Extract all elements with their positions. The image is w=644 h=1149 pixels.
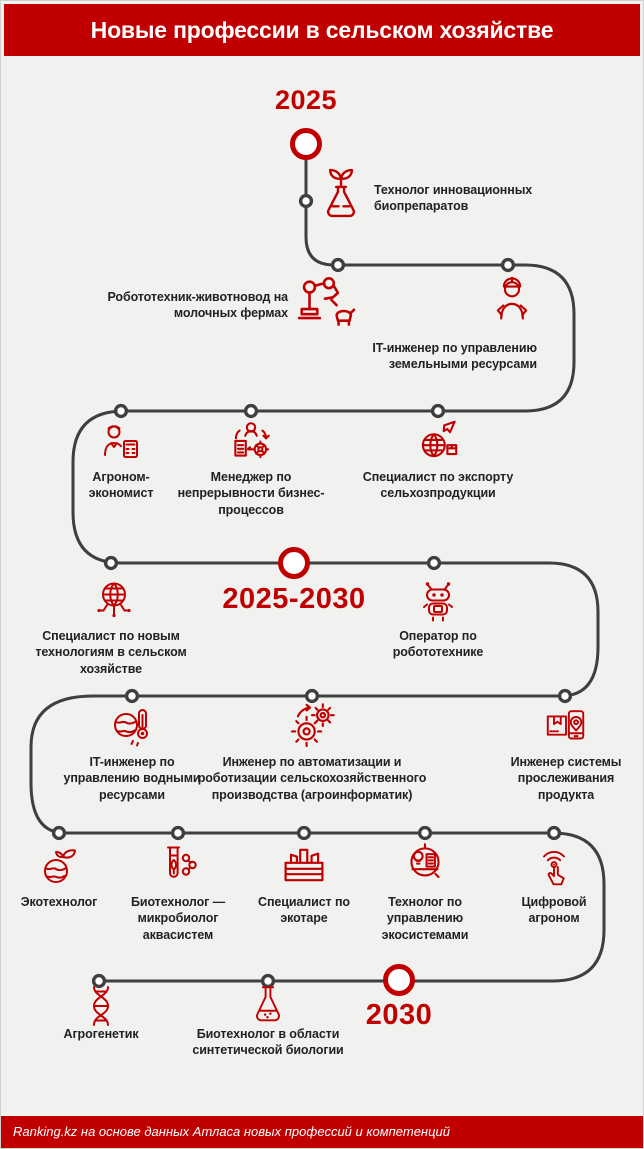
profession-label: Технолог инновационных биопрепаратов (374, 183, 533, 214)
land-engineer-icon (486, 268, 538, 330)
profession-label: Специалист по экотаре (258, 895, 350, 926)
profession-label: Агроном-экономист (88, 470, 154, 501)
profession-label: Агрогенетик (63, 1027, 139, 1041)
robot-icon (414, 578, 462, 626)
profession-label: Менеджер по непрерывности бизнес-процессов (177, 470, 325, 517)
profession-label: Биотехнолог в области синтетической биологии (192, 1027, 344, 1058)
profession-label: Цифровой агроном (521, 895, 587, 926)
milestone-2025-2030: 2025-2030 (222, 583, 366, 615)
automation-gears-icon (286, 700, 338, 752)
water-resources-icon (107, 703, 157, 751)
eco-packaging-icon (278, 839, 330, 891)
digital-agronomist-icon (531, 844, 577, 890)
page-title: Новые профессии в сельском хозяйстве (4, 4, 640, 56)
profession-label: Технолог по управлению экосистемами (381, 895, 469, 942)
eco-earth-icon (35, 844, 83, 892)
profession-label: Инженер системы прослеживания продукта (510, 755, 622, 802)
aqua-biotech-icon (154, 841, 202, 891)
dna-icon (76, 982, 126, 1030)
robot-arm-cow-icon (292, 269, 358, 331)
ecosystem-tech-icon (400, 839, 450, 889)
profession-label: Робототехник-животновод на молочных фермах (107, 290, 288, 321)
synthetic-biology-icon (245, 981, 291, 1029)
profession-label: IT-инженер по управлению земельными ресурсами (372, 341, 537, 372)
agronomist-economist-icon (96, 419, 146, 467)
flask-plant-icon (312, 164, 370, 222)
milestone-2025: 2025 (274, 85, 338, 115)
profession-label: Оператор по робототехнике (392, 629, 484, 660)
profession-label: Экотехнолог (20, 895, 98, 909)
source-credit: Ranking.kz на основе данных Атласа новых профессий и компетенций (1, 1116, 643, 1148)
export-specialist-icon (412, 416, 464, 466)
process-manager-icon (226, 417, 276, 467)
profession-label: Специалист по новым технологиям в сельском хозяйстве (35, 629, 187, 676)
smart-globe-icon (90, 578, 138, 626)
profession-label: Биотехнолог — микробиолог аквасистем (130, 895, 226, 942)
profession-label: IT-инженер по управлению водными ресурсами (63, 755, 201, 802)
milestone-2030: 2030 (365, 999, 433, 1031)
traceability-icon (542, 704, 590, 750)
profession-label: Инженер по автоматизации и роботизации сельскохозяйственного производства (агроинформатик) (197, 755, 427, 802)
profession-label: Специалист по экспорту сельхозпродукции (362, 470, 514, 501)
